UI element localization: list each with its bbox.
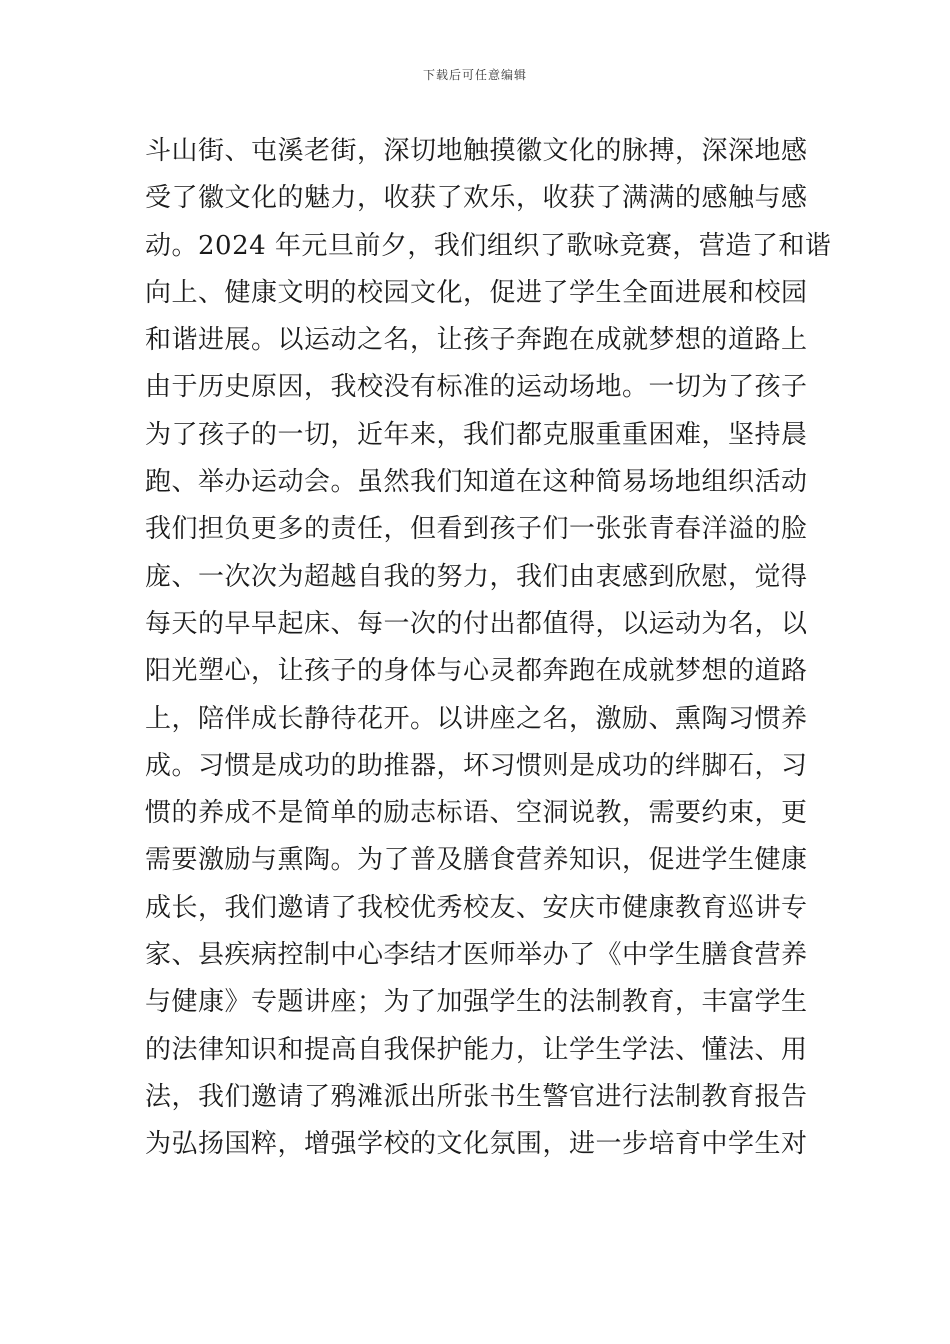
body-paragraph <box>145 128 832 1169</box>
text-line: 惯的养成不是简单的励志标语、空洞说教，需要约束，更 <box>145 798 808 829</box>
text-line: 跑、举办运动会。虽然我们知道在这种简易场地组织活动 <box>145 467 808 498</box>
download-note: 下载后可任意编辑 <box>422 68 527 82</box>
text-line: 阳光塑心，让孩子的身体与心灵都奔跑在成就梦想的道路 <box>145 656 808 687</box>
text-line: 和谐进展。以运动之名，让孩子奔跑在成就梦想的道路上 <box>145 325 808 356</box>
text-line: 需要激励与熏陶。为了普及膳食营养知识，促进学生健康 <box>145 845 808 876</box>
text-line: 每天的早早起床、每一次的付出都值得，以运动为名，以 <box>145 608 808 639</box>
text-line: 由于历史原因，我校没有标准的运动场地。一切为了孩子 <box>145 372 808 403</box>
text-line: 庞、一次次为超越自我的努力，我们由衷感到欣慰，觉得 <box>145 561 808 592</box>
text-line: 上，陪伴成长静待花开。以讲座之名，激励、熏陶习惯养 <box>145 703 808 734</box>
text-line: 我们担负更多的责任，但看到孩子们一张张青春洋溢的脸 <box>145 514 808 545</box>
text-line: 成。习惯是成功的助推器，坏习惯则是成功的绊脚石，习 <box>145 750 808 781</box>
text-line: 斗山街、屯溪老街，深切地触摸徽文化的脉搏，深深地感 <box>145 136 808 166</box>
text-line: 向上、健康文明的校园文化，促进了学生全面进展和校园 <box>145 277 808 308</box>
text-line: 法，我们邀请了鸦滩派出所张书生警官进行法制教育报告 <box>145 1081 808 1112</box>
text-line: 家、县疾病控制中心李结才医师举办了《中学生膳食营养 <box>145 940 808 971</box>
text-line: 受了徽文化的魅力，收获了欢乐，收获了满满的感触与感 <box>145 183 808 214</box>
text-line: 为弘扬国粹，增强学校的文化氛围，进一步培育中学生对 <box>145 1129 808 1160</box>
text-line: 为了孩子的一切，近年来，我们都克服重重困难，坚持晨 <box>145 419 808 450</box>
text-line: 成长，我们邀请了我校优秀校友、安庆市健康教育巡讲专 <box>145 892 808 923</box>
text-line: 动。2024 年元旦前夕，我们组织了歌咏竞赛，营造了和谐 <box>145 230 832 261</box>
text-line: 的法律知识和提高自我保护能力，让学生学法、懂法、用 <box>145 1034 808 1065</box>
text-line: 与健康》专题讲座；为了加强学生的法制教育，丰富学生 <box>145 987 808 1018</box>
